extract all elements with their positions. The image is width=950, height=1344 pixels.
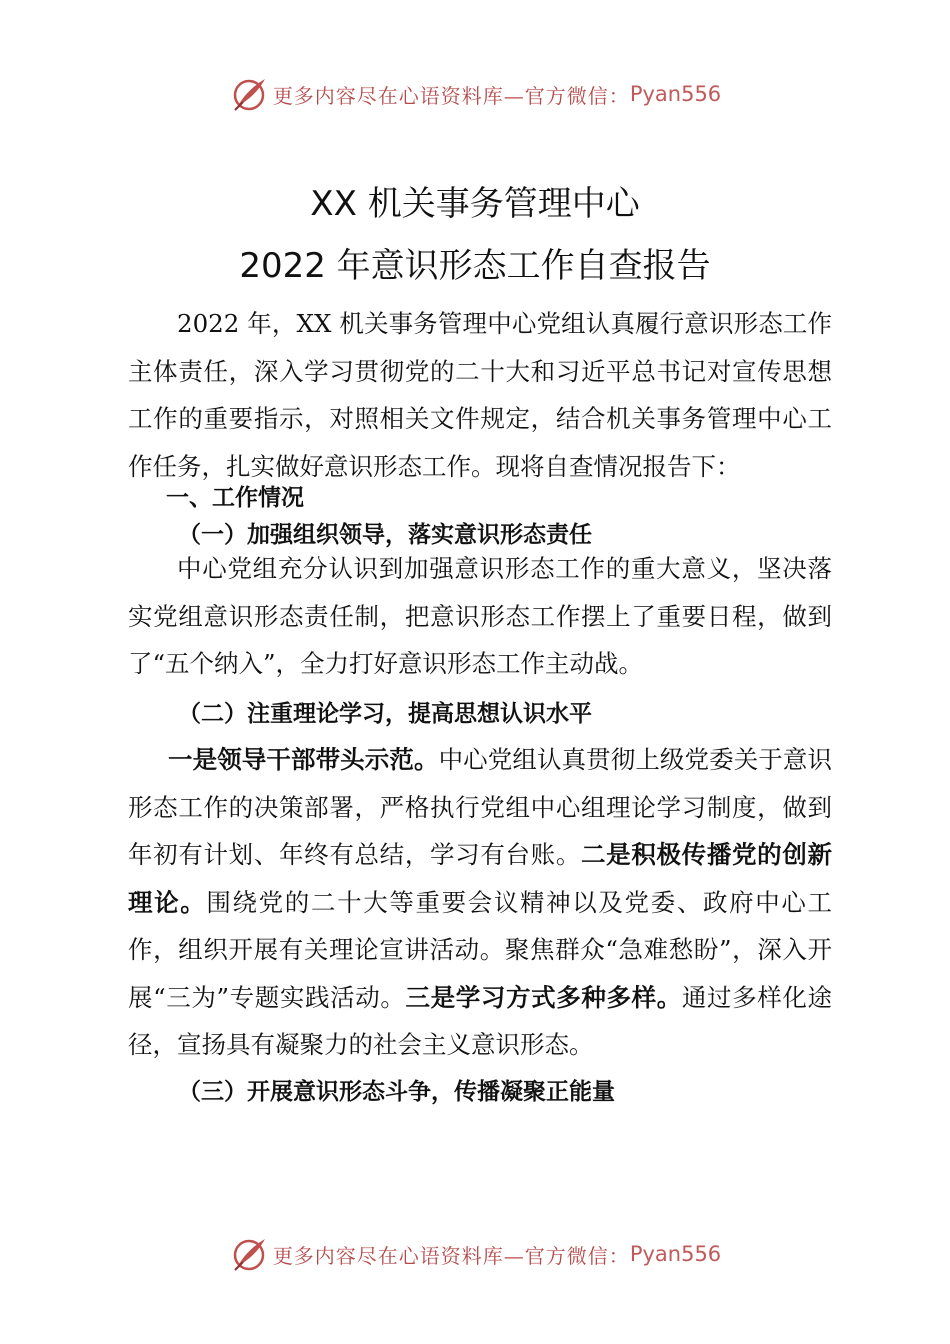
watermark-wechat-id: Pyan556 bbox=[629, 1242, 722, 1266]
point-one-lead: 一是领导干部带头示范。 bbox=[168, 745, 439, 774]
watermark-footer bbox=[0, 1232, 950, 1276]
watermark-wechat-id: Pyan556 bbox=[629, 82, 722, 106]
point-two-lead: 二是积极传播党的创新理论。 bbox=[128, 840, 832, 917]
section-heading-work-status: 一、工作情况 bbox=[166, 485, 304, 511]
feather-pen-logo-icon bbox=[229, 1234, 269, 1274]
subsection-heading-1: （一）加强组织领导，落实意识形态责任 bbox=[178, 522, 592, 548]
document-title-line2: 2022 年意识形态工作自查报告 bbox=[239, 246, 711, 286]
point-two-text: 围绕党的二十大等重要会议精神以及党委、政府中心工作，组织开展有关理论宣讲活动。聚焦群众“急难愁盼”，深入开展“三为”专题实践活动。 bbox=[128, 887, 832, 1012]
watermark-text: 更多内容尽在心语资料库—官方微信： bbox=[272, 1243, 630, 1268]
intro-paragraph: 2022 年，XX 机关事务管理中心党组认真履行意识形态工作主体责任，深入学习贯彻党的二十大和习近平总书记对宣传思想工作的重要指示，对照相关文件规定，结合机关事务管理中心工作任务，扎实做好意识形态工作。现将自查情况报告下： bbox=[128, 309, 832, 481]
subsection-1-paragraph: 中心党组充分认识到加强意识形态工作的重大意义，坚决落实党组意识形态责任制，把意识形态工作摆上了重要日程，做到了“五个纳入”，全力打好意识形态工作主动战。 bbox=[128, 554, 832, 678]
document-title-line1: XX 机关事务管理中心 bbox=[310, 184, 640, 224]
point-three-lead: 三是学习方式多种多样。 bbox=[405, 982, 682, 1012]
subsection-heading-3: （三）开展意识形态斗争，传播凝聚正能量 bbox=[178, 1079, 615, 1105]
point-three-text: 通过多样化途径，宣扬具有凝聚力的社会主义意识形态。 bbox=[128, 982, 833, 1059]
point-one-text: 中心党组认真贯彻上级党委关于意识形态工作的决策部署，严格执行党组中心组理论学习制度，做到年初有计划、年终有总结，学习有台账。 bbox=[128, 745, 833, 869]
subsection-2-paragraph bbox=[128, 736, 832, 1069]
subsection-heading-2: （二）注重理论学习，提高思想认识水平 bbox=[178, 701, 592, 727]
watermark-header bbox=[0, 72, 950, 116]
watermark-text: 更多内容尽在心语资料库—官方微信： bbox=[272, 83, 630, 108]
feather-pen-logo-icon bbox=[229, 74, 269, 114]
